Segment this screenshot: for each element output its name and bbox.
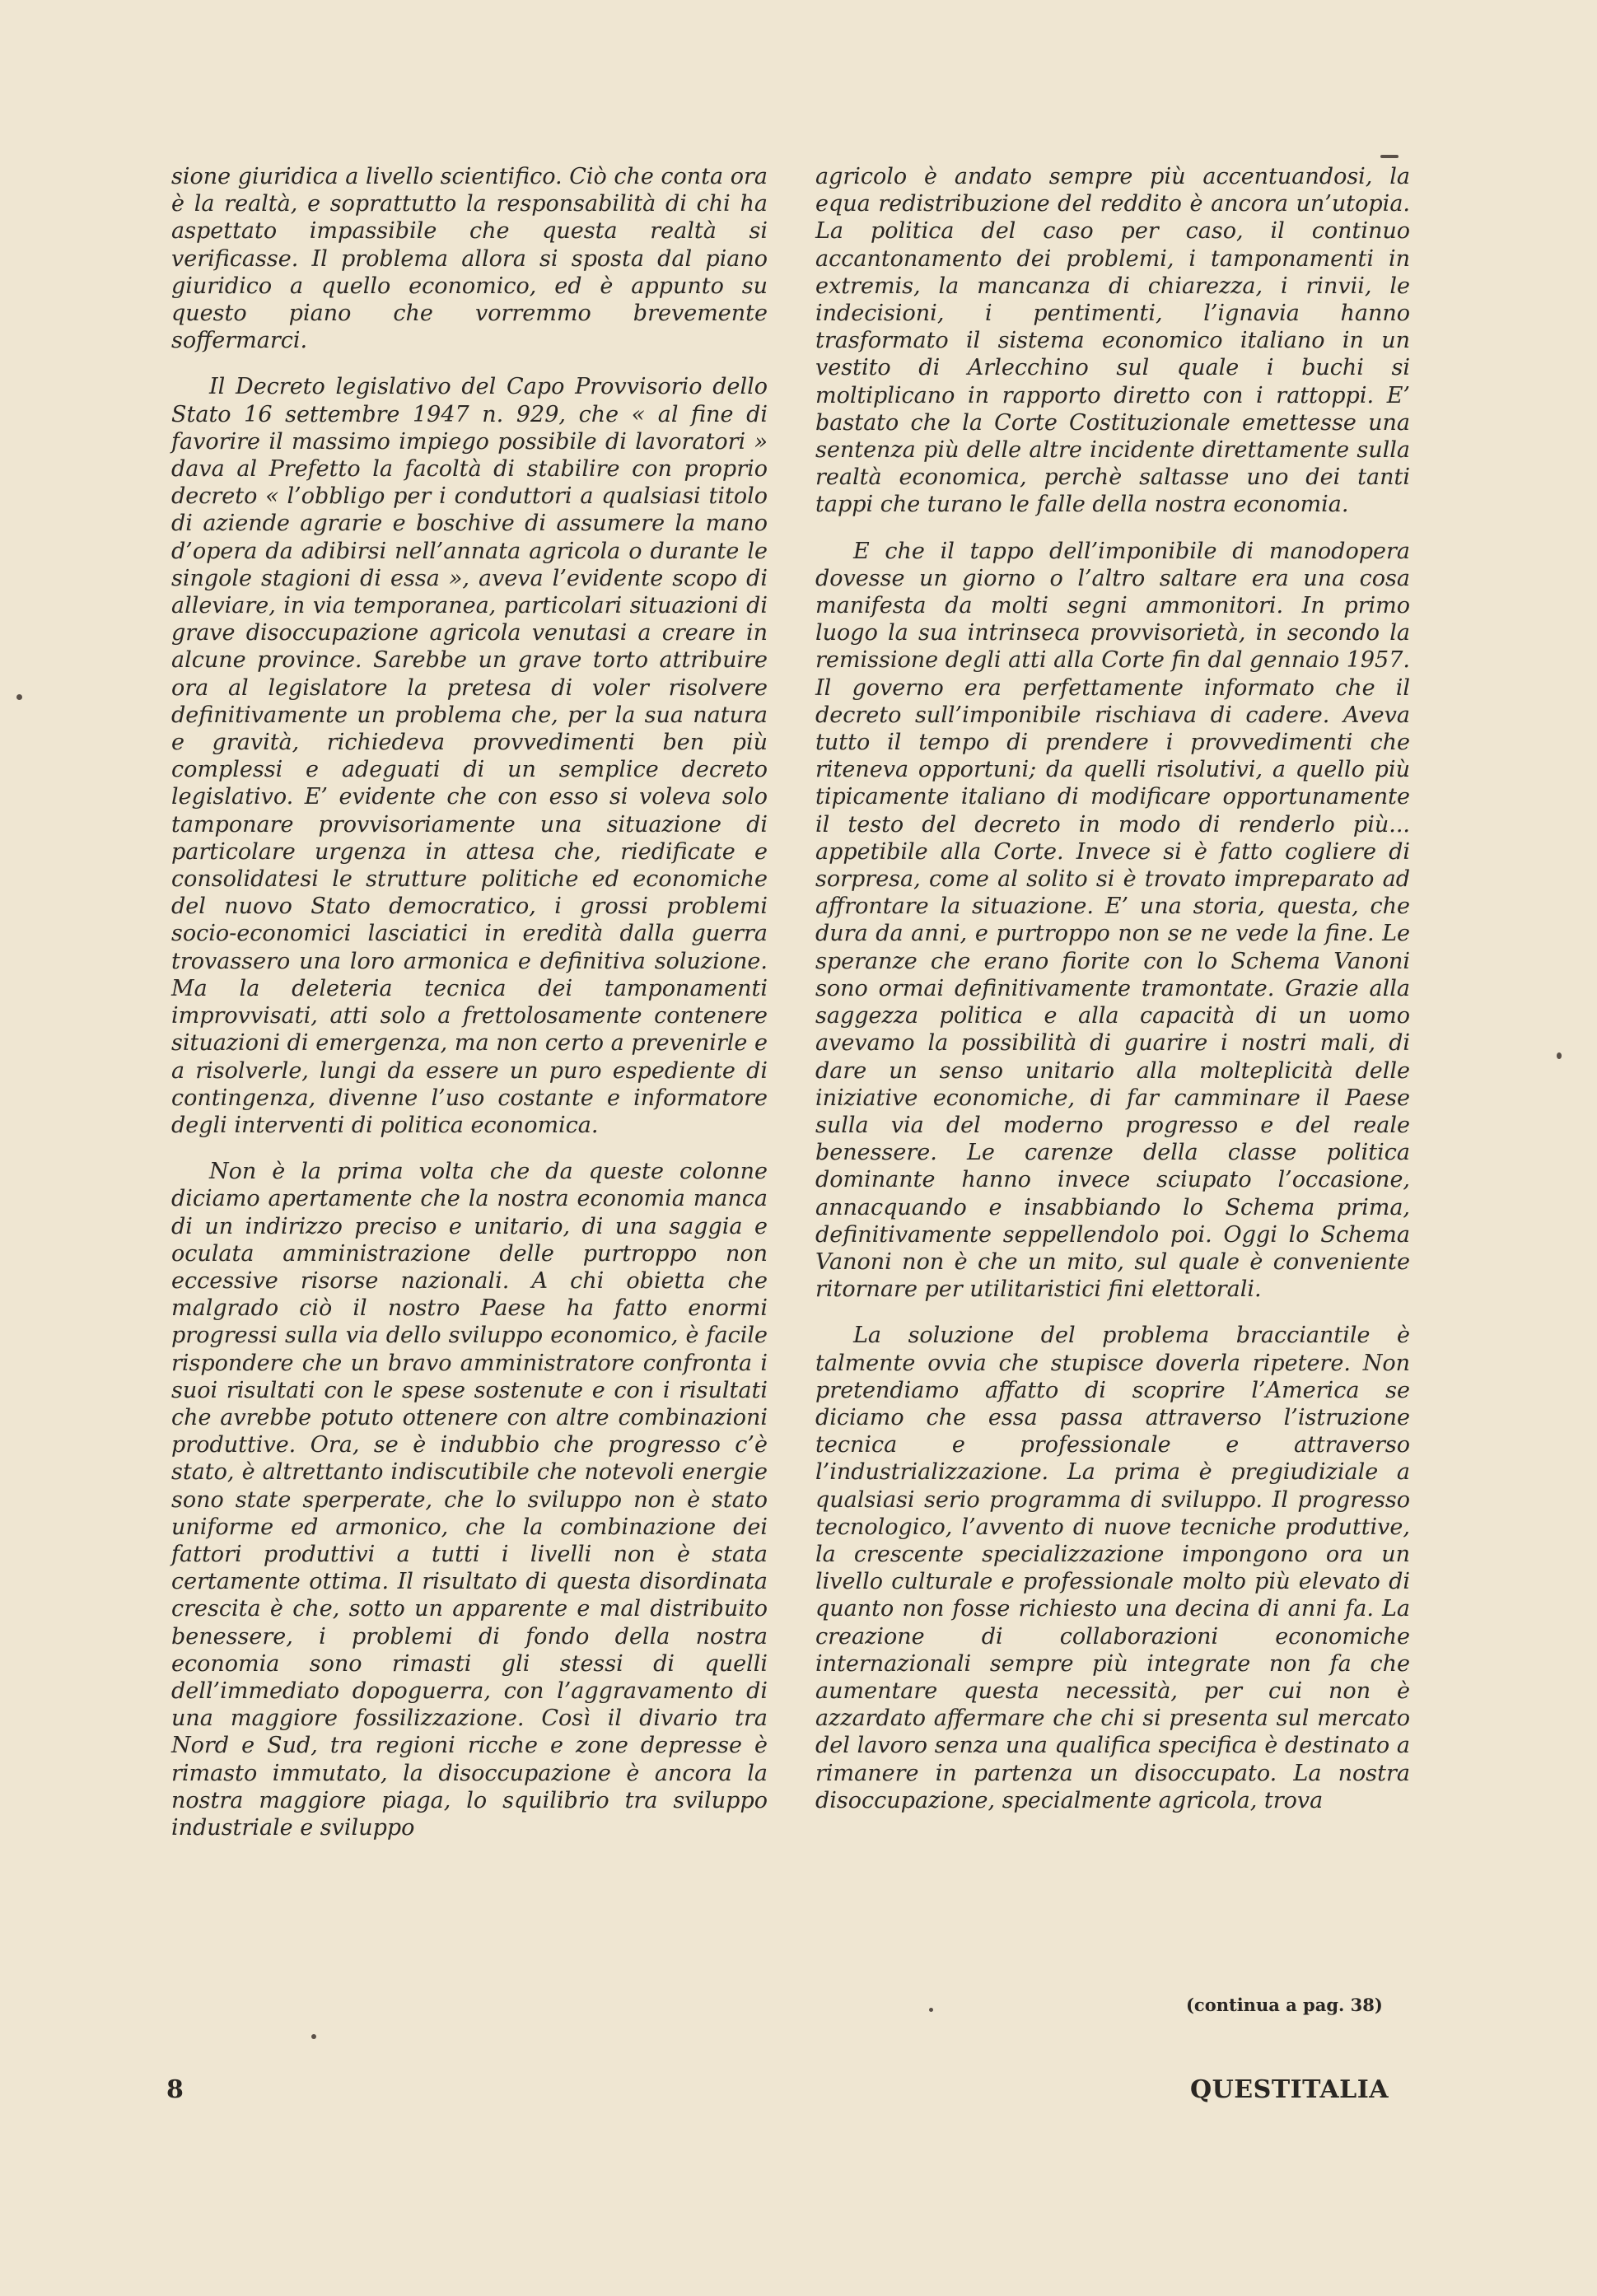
paper-speck [311, 2034, 316, 2039]
magazine-name: QUESTITALIA [1190, 2075, 1389, 2104]
page-number: 8 [166, 2075, 184, 2104]
paragraph: E che il tappo dell’imponibile di manodopera dovesse un giorno o l’altro saltare era una cosa manifesta da molti segni ammonitori. In primo luogo la sua intrinseca provvisorietà, in secondo la remissione degli atti alla Corte fin dal gennaio 1957. Il governo era perfettamente informato che il decreto sull’imponibile rischiava di cadere. Aveva tutto il tempo di prendere i provvedimenti che riteneva opportuni; da quelli risolutivi, a quello più tipicamente italiano di modificare opportunamente il testo del decreto in modo di renderlo più... appetibile alla Corte. Invece si è fatto cogliere di sorpresa, come al solito si è trovato impreparato ad affrontare la situazione. E’ una storia, questa, che dura da anni, e purtroppo non se ne vede la fine. Le speranze che erano fiorite con lo Schema Vanoni sono ormai definitivamente tramontate. Grazie alla saggezza politica e alla capacità di un uomo avevamo la possibilità di guarire i nostri mali, di dare un senso unitario alla molteplicità delle iniziative economiche, di far camminare il Paese sulla via del moderno progresso e del reale benessere. Le carenze della classe politica dominante hanno invece sciupato l’occasione, annacquando e insabbiando lo Schema prima, definitivamente seppellendolo poi. Oggi lo Schema Vanoni non è che un mito, sul quale è conveniente ritornare per utilitaristici fini elettorali. [815, 538, 1410, 1303]
paper-speck [929, 2008, 933, 2012]
continued-note: (continua a pag. 38) [1186, 1995, 1383, 2015]
paper-speck [1380, 155, 1399, 158]
paper-speck [1557, 1052, 1562, 1059]
paragraph: sione giuridica a livello scientifico. Ciò che conta ora è la realtà, e soprattutto la responsabilità di chi ha aspettato impassibile che questa realtà si verificasse. Il problema allora si sposta dal piano giuridico a quello economico, ed è appunto su questo piano che vorremmo brevemente soffermarci. [171, 164, 768, 354]
paper-speck [16, 694, 22, 700]
paragraph: Non è la prima volta che da queste colonne diciamo apertamente che la nostra economia manca di un indirizzo preciso e unitario, di una saggia e oculata amministrazione delle purtroppo non eccessive risorse nazionali. A chi obietta che malgrado ciò il nostro Paese ha fatto enormi progressi sulla via dello sviluppo economico, è facile rispondere che un bravo amministratore confronta i suoi risultati con le spese sostenute e con i risultati che avrebbe potuto ottenere con altre combinazioni produttive. Ora, se è indubbio che progresso c’è stato, è altrettanto indiscutibile che notevoli energie sono state sperperate, che lo sviluppo non è stato uniforme ed armonico, che la combinazione dei fattori produttivi a tutti i livelli non è stata certamente ottima. Il risultato di questa disordinata crescita è che, sotto un apparente e mal distribuito benessere, i problemi di fondo della nostra economia sono rimasti gli stessi di quelli dell’immediato dopoguerra, con l’aggravamento di una maggiore fossilizzazione. Così il divario tra Nord e Sud, tra regioni ricche e zone depresse è rimasto immutato, la disoccupazione è ancora la nostra maggiore piaga, lo squilibrio tra sviluppo industriale e sviluppo [171, 1159, 768, 1841]
paragraph: agricolo è andato sempre più accentuandosi, la equa redistribuzione del reddito è ancora un’utopia. La politica del caso per caso, il continuo accantonamento dei problemi, i tamponamenti in extremis, la mancanza di chiarezza, i rinvii, le indecisioni, i pentimenti, l’ignavia hanno trasformato il sistema economico italiano in un vestito di Arlecchino sul quale i buchi si moltiplicano in rapporto diretto con i rattoppi. E’ bastato che la Corte Costituzionale emettesse una sentenza più delle altre incidente direttamente sulla realtà economica, perchè saltasse uno dei tanti tappi che turano le falle della nostra economia. [815, 164, 1410, 518]
paragraph: Il Decreto legislativo del Capo Provvisorio dello Stato 16 settembre 1947 n. 929, che « al fine di favorire il massimo impiego possibile di lavoratori » dava al Prefetto la facoltà di stabilire con proprio decreto « l’obbligo per i conduttori a qualsiasi titolo di aziende agrarie e boschive di assumere la mano d’opera da adibirsi nell’annata agricola o durante le singole stagioni di essa », aveva l’evidente scopo di alleviare, in via temporanea, particolari situazioni di grave disoccupazione agricola venutasi a creare in alcune province. Sarebbe un grave torto attribuire ora al legislatore la pretesa di voler risolvere definitivamente un problema che, per la sua natura e gravità, richiedeva provvedimenti ben più complessi e adeguati di un semplice decreto legislativo. E’ evidente che con esso si voleva solo tamponare provvisoriamente una situazione di particolare urgenza in attesa che, riedificate e consolidatesi le strutture politiche ed economiche del nuovo Stato democratico, i grossi problemi socio-economici lasciatici in eredità dalla guerra trovassero una loro armonica e definitiva soluzione. Ma la deleteria tecnica dei tamponamenti improvvisati, atti solo a frettolosamente contenere situazioni di emergenza, ma non certo a prevenirle e a risolverle, lungi da essere un puro espediente di contingenza, divenne l’uso costante e informatore degli interventi di politica economica. [171, 374, 768, 1138]
right-column [815, 163, 1410, 1833]
left-column [171, 163, 768, 1860]
paragraph: La soluzione del problema bracciantile è talmente ovvia che stupisce doverla ripetere. Non pretendiamo affatto di scoprire l’America se diciamo che essa passa attraverso l’istruzione tecnica e professionale e attraverso l’industrializzazione. La prima è pregiudiziale a qualsiasi serio programma di sviluppo. Il progresso tecnologico, l’avvento di nuove tecniche produttive, la crescente specializzazione impongono ora un livello culturale e professionale molto più elevato di quanto non fosse richiesto una decina di anni fa. La creazione di collaborazioni economiche internazionali sempre più integrate non fa che aumentare questa necessità, per cui non è azzardato affermare che chi si presenta sul mercato del lavoro senza una qualifica specifica è destinato a rimanere in partenza un disoccupato. La nostra disoccupazione, specialmente agricola, trova [815, 1323, 1410, 1813]
